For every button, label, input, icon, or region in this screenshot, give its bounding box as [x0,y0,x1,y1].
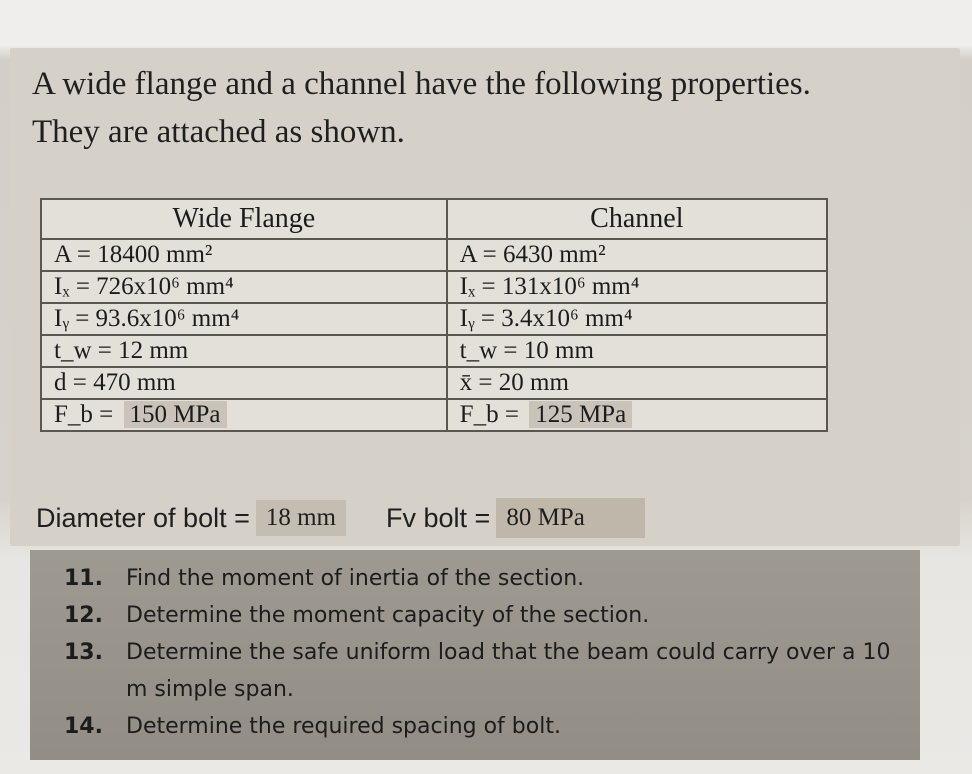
question-text: Determine the moment capacity of the section. [126,603,650,628]
wf-tw: t_w = 12 mm [41,335,447,367]
question-list [64,560,914,745]
table-row-fb [41,399,827,431]
ch-fb [447,399,827,431]
intro-line-1: A wide flange and a channel have the following properties. [32,66,811,102]
bolt-diameter-label: Diameter of bolt = [36,502,250,533]
top-strip [0,0,972,46]
question-item [64,634,914,708]
wf-fb-label: F_b = [54,401,114,428]
question-item [64,560,914,597]
question-number: 11. [64,566,103,591]
wf-fb [41,399,447,431]
problem-intro [32,60,962,156]
table-row [41,303,827,335]
ch-iy: Iᵧ = 3.4x10⁶ mm⁴ [447,303,827,335]
question-number: 12. [64,603,103,628]
ch-xbar: x̄ = 20 mm [447,367,827,399]
table-row [41,367,827,399]
wf-ix: Iₓ = 726x10⁶ mm⁴ [41,271,447,303]
ch-ix: Iₓ = 131x10⁶ mm⁴ [447,271,827,303]
ch-area: A = 6430 mm² [447,239,827,271]
table-header-row [41,199,827,239]
question-number: 14. [64,714,103,739]
intro-line-2: They are attached as shown. [32,114,405,150]
wf-depth: d = 470 mm [41,367,447,399]
question-text: Find the moment of inertia of the section. [126,566,585,591]
question-text: Determine the required spacing of bolt. [126,714,561,739]
table-row [41,271,827,303]
wf-area: A = 18400 mm² [41,239,447,271]
ch-fb-label: F_b = [459,401,519,428]
fv-bolt-label: Fv bolt = [386,502,491,533]
fv-bolt-value: 80 MPa [496,498,644,538]
question-item [64,708,914,745]
question-number: 13. [64,640,103,665]
wf-fb-value: 150 MPa [124,401,227,428]
properties-table [40,198,828,432]
wf-iy: Iᵧ = 93.6x10⁶ mm⁴ [41,303,447,335]
ch-fb-value: 125 MPa [529,401,632,428]
header-channel: Channel [447,199,827,239]
bolt-diameter-value: 18 mm [256,500,346,536]
bolt-info [36,496,645,540]
ch-tw: t_w = 10 mm [447,335,827,367]
header-wide-flange: Wide Flange [41,199,447,239]
question-text: Determine the safe uniform load that the beam could carry over a 10 m simple span. [126,640,891,702]
table-row [41,239,827,271]
question-item [64,597,914,634]
table-row [41,335,827,367]
